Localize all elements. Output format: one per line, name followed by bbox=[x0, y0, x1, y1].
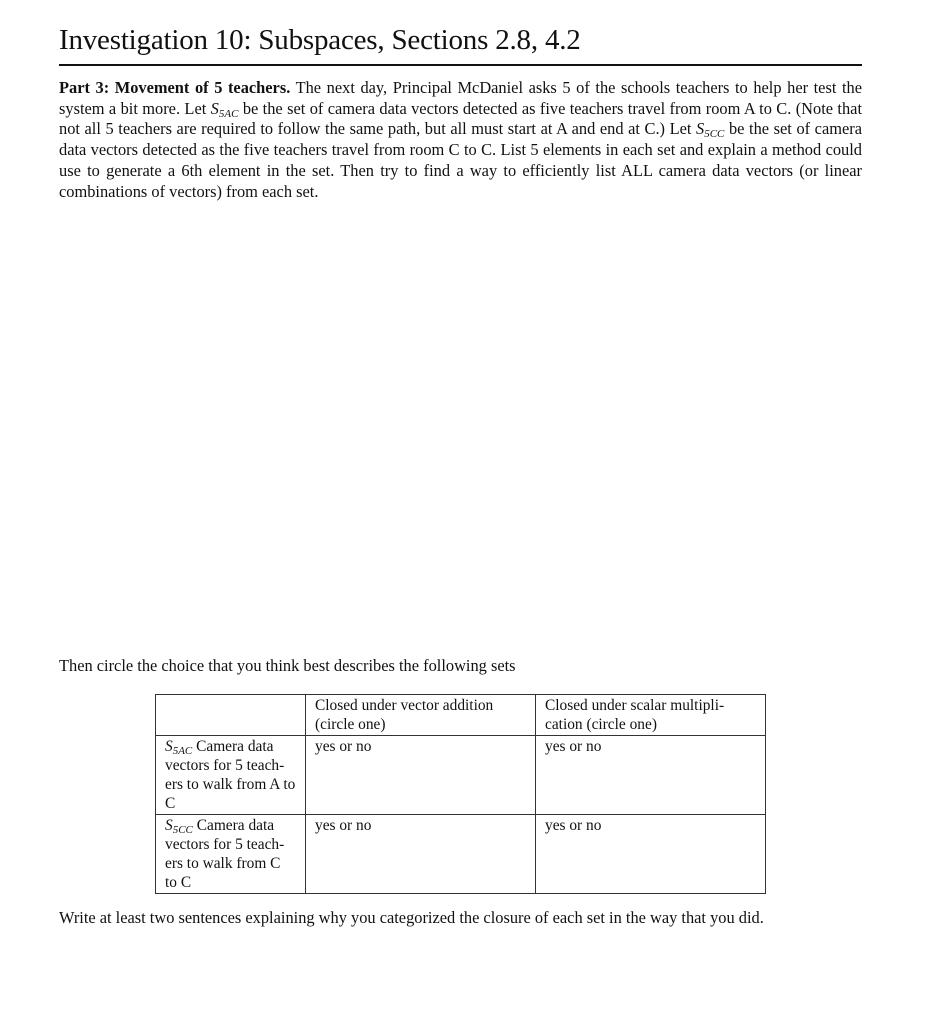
row-label-text: Camera data vectors for 5 teach- ers to walk from C to C bbox=[165, 817, 285, 891]
set-s5ac-letter: S bbox=[210, 98, 219, 118]
row-set-symbol bbox=[165, 817, 193, 834]
choice-addition-s5ac[interactable]: yes or no bbox=[306, 736, 536, 815]
table-row bbox=[156, 815, 766, 894]
choice-scalar-s5cc[interactable]: yes or no bbox=[536, 815, 766, 894]
set-s5cc-subscript: 5CC bbox=[704, 128, 725, 141]
table-row bbox=[156, 736, 766, 815]
set-s5cc-symbol bbox=[696, 119, 725, 141]
row-label-s5cc bbox=[156, 815, 306, 894]
part3-text-3: be the set of camera data vectors detected as the five teachers travel from room C to C. List 5 elements in each set and explain a method could use to generate a 6th element in the set. Then try to find a way to efficiently list ALL camera data vectors (or linear combinations of vectors) from each set. bbox=[59, 119, 862, 201]
part3-text-2: be the set of camera data vectors detected as five teachers travel from room A to C. (Note that not all 5 teachers are required to follow the same path, but all must start at A and end at C.) Let bbox=[59, 98, 862, 139]
row-set-subscript: 5AC bbox=[172, 745, 193, 757]
part3-text-1: The next day, Principal McDaniel asks 5 of the schools teachers to help her test the system a bit more. Let bbox=[59, 78, 862, 118]
set-s5ac-symbol bbox=[211, 99, 239, 118]
part3-paragraph bbox=[59, 78, 862, 202]
explanation-prompt: Write at least two sentences explaining why you categorized the closure of each set in the way that you did. bbox=[59, 908, 764, 927]
row-label-text: Camera data vectors for 5 teach- ers to walk from A to C bbox=[165, 738, 296, 812]
choice-scalar-s5ac[interactable]: yes or no bbox=[536, 736, 766, 815]
row-set-symbol bbox=[165, 738, 192, 755]
table-header-row bbox=[156, 695, 766, 736]
part3-heading: Part 3: Movement of 5 teachers. bbox=[59, 78, 291, 97]
row-set-letter: S bbox=[165, 738, 173, 755]
closure-table bbox=[155, 694, 766, 894]
title-divider bbox=[59, 64, 862, 66]
row-label-s5ac bbox=[156, 736, 306, 815]
choice-addition-s5cc[interactable]: yes or no bbox=[306, 815, 536, 894]
header-scalar-multiplication: Closed under scalar multipli- cation (circle one) bbox=[536, 695, 766, 736]
set-s5ac-subscript: 5AC bbox=[218, 107, 239, 120]
header-vector-addition: Closed under vector addition (circle one) bbox=[306, 695, 536, 736]
set-s5cc-letter: S bbox=[696, 119, 705, 139]
circle-instruction: Then circle the choice that you think best describes the following sets bbox=[59, 656, 516, 675]
header-cell-empty bbox=[156, 695, 306, 736]
row-set-letter: S bbox=[165, 817, 173, 834]
row-set-subscript: 5CC bbox=[172, 824, 193, 836]
page-title: Investigation 10: Subspaces, Sections 2.8, 4.2 bbox=[59, 24, 581, 56]
